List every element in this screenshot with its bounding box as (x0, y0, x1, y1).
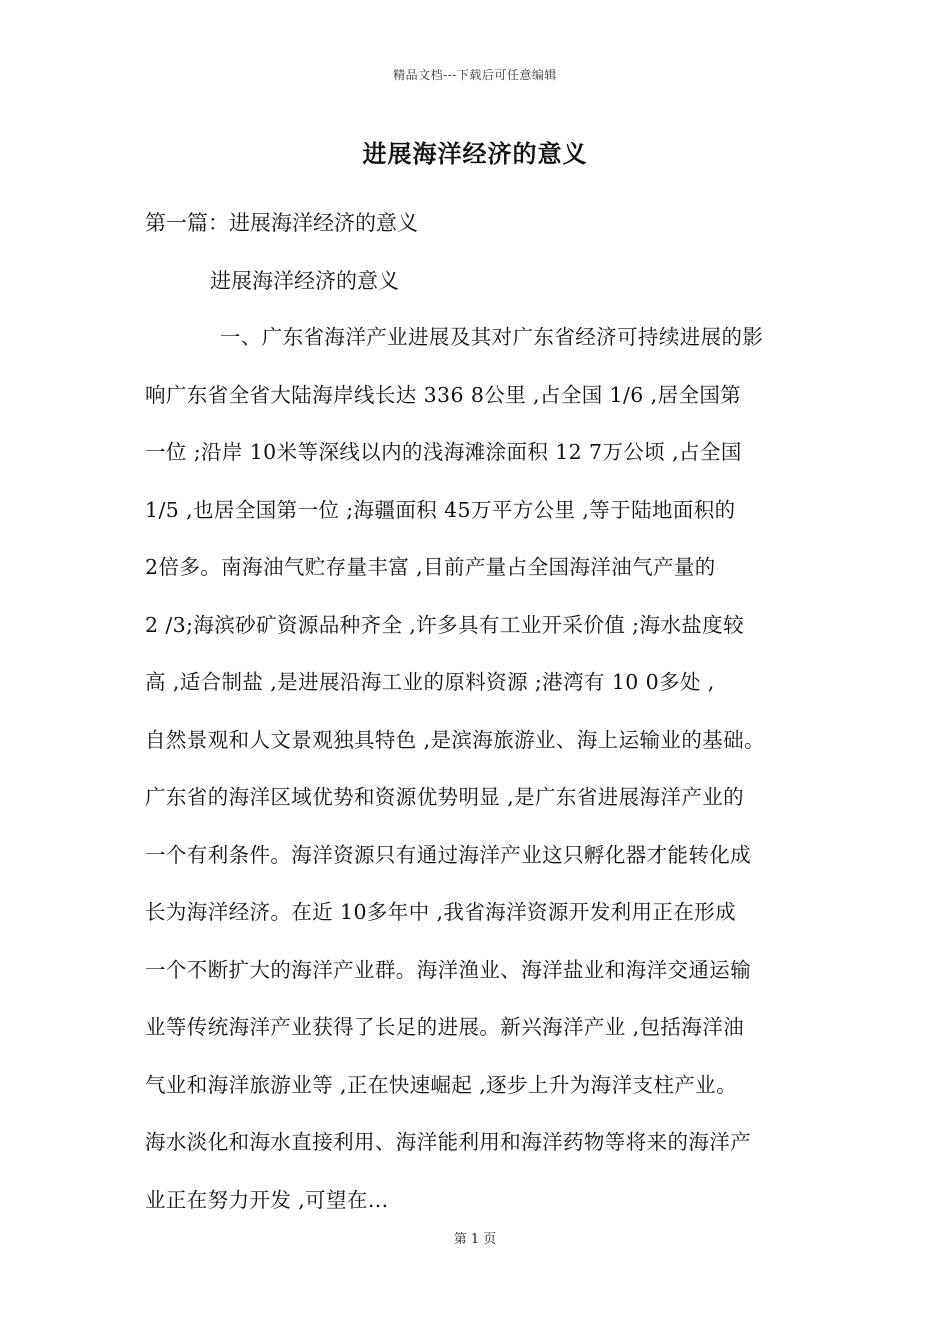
body-line: 一、广东省海洋产业进展及其对广东省经济可持续进展的影 (213, 325, 764, 349)
body-line: 2 /3;海滨砂矿资源品种齐全 ,许多具有工业开采价值 ;海水盐度较 (145, 612, 744, 637)
body-line: 一个不断扩大的海洋产业群。海洋渔业、海洋盐业和海洋交通运输 (145, 957, 752, 982)
body-line: 1/5 ,也居全国第一位 ;海疆面积 45万平方公里 ,等于陆地面积的 (145, 497, 736, 522)
subheading: 进展海洋经济的意义 (210, 269, 399, 293)
body-line: 广东省的海洋区域优势和资源优势明显 ,是广东省进展海洋产业的 (145, 785, 745, 809)
body-text (145, 322, 825, 1242)
body-line: 一个有利条件。海洋资源只有通过海洋产业这只孵化器才能转化成 (145, 842, 752, 867)
body-line: 长为海洋经济。在近 10多年中 ,我省海洋资源开发利用正在形成 (145, 900, 737, 924)
body-line: 业正在努力开发 ,可望在... (145, 1187, 389, 1212)
body-line: 高 ,适合制盐 ,是进展沿海工业的原料资源 ;港湾有 10 0多处 , (145, 670, 715, 694)
body-line: 自然景观和人文景观独具特色 ,是滨海旅游业、海上运输业的基础。 (145, 727, 765, 752)
page-header: 精品文档---下载后可任意编辑 (393, 68, 557, 82)
body-line: 响广东省全省大陆海岸线长达 336 8公里 ,占全国 1/6 ,居全国第 (145, 382, 742, 407)
page-number: 第 1 页 (453, 1232, 497, 1247)
body-line: 气业和海洋旅游业等 ,正在快速崛起 ,逐步上升为海洋支柱产业。 (145, 1072, 737, 1097)
body-line: 海水淡化和海水直接利用、海洋能利用和海洋药物等将来的海洋产 (145, 1130, 752, 1154)
document-title: 进展海洋经济的意义 (362, 139, 588, 168)
section-heading: 第一篇：进展海洋经济的意义 (145, 211, 418, 235)
body-line: 2倍多。南海油气贮存量丰富 ,目前产量占全国海洋油气产量的 (145, 555, 716, 579)
body-line: 业等传统海洋产业获得了长足的进展。新兴海洋产业 ,包括海洋油 (145, 1015, 745, 1039)
body-line: 一位 ;沿岸 10米等深线以内的浅海滩涂面积 12 7万公顷 ,占全国 (145, 440, 742, 464)
